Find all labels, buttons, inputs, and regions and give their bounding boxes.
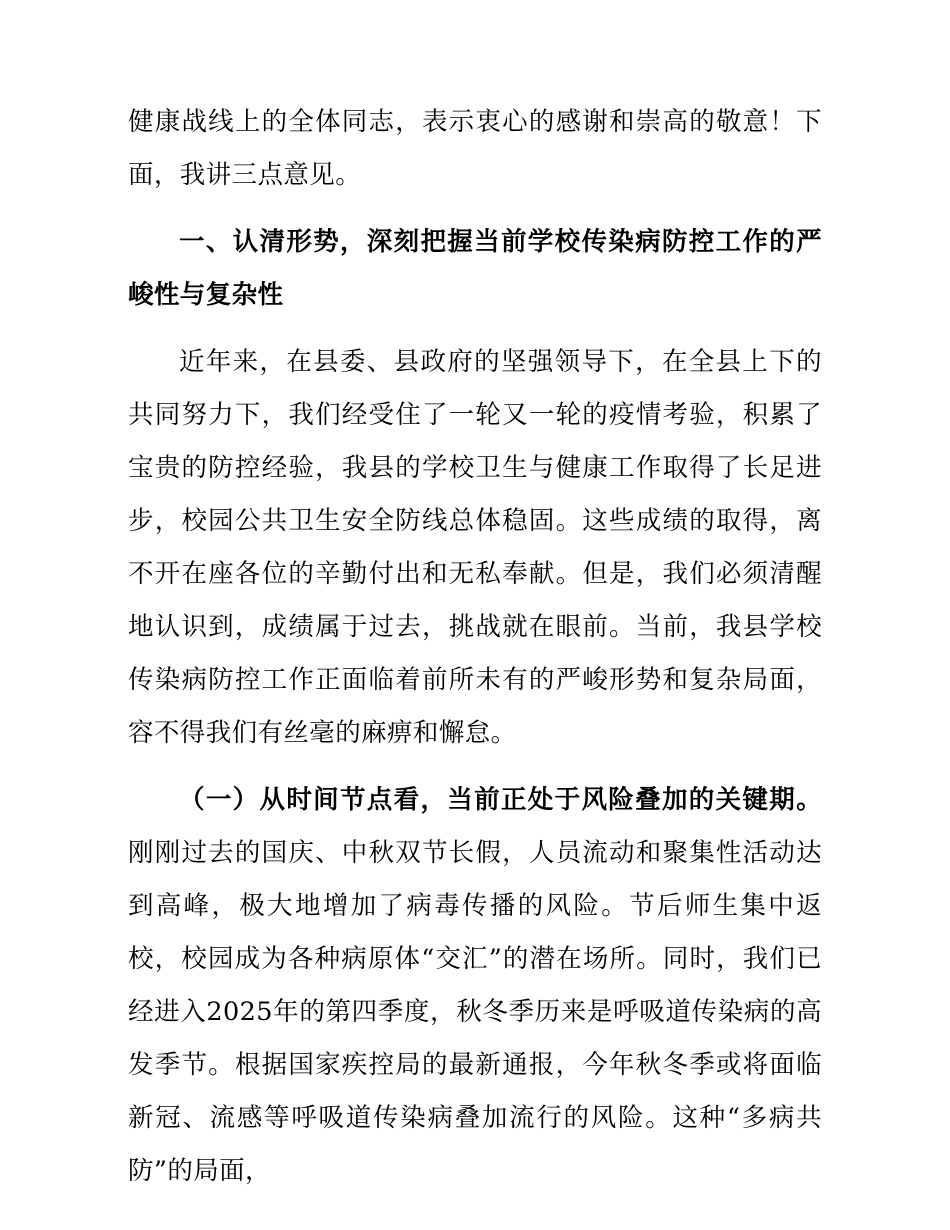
subsection-one-body: 刚刚过去的国庆、中秋双节长假，人员流动和聚集性活动达到高峰，极大地增加了病毒传播的风险。节后师生集中返校，校园成为各种病原体“交汇”的潜在场所。同时，我们已经进入2025年的第四季度，秋冬季历来是呼吸道传染病的高发季节。根据国家疾控局的最新通报，今年秋冬季或将面临新冠、流感等呼吸道传染病叠加流行的风险。这种“多病共防”的局面， — [128, 838, 822, 1186]
paragraph-continuation: 健康战线上的全体同志，表示衷心的感谢和崇高的敬意！下面，我讲三点意见。 — [128, 107, 822, 190]
paragraph-recent-years: 近年来，在县委、县政府的坚强领导下，在全县上下的共同努力下，我们经受住了一轮又一轮的疫情考验，积累了宝贵的防控经验，我县的学校卫生与健康工作取得了长足进步，校园公共卫生安全防线总体稳固。这些成绩的取得，离不开在座各位的辛勤付出和无私奉献。但是，我们必须清醒地认识到，成绩属于过去，挑战就在眼前。当前，我县学校传染病防控工作正面临着前所未有的严峻形势和复杂局面，容不得我们有丝毫的麻痹和懈怠。 — [128, 347, 822, 748]
subsection-one-bold-lead: （一）从时间节点看，当前正处于风险叠加的关键期。 — [179, 785, 822, 815]
paragraph-subsection-one — [128, 774, 822, 1198]
section-heading-one: 一、认清形势，深刻把握当前学校传染病防控工作的严峻性与复杂性 — [128, 227, 822, 310]
document-body — [128, 96, 822, 1198]
